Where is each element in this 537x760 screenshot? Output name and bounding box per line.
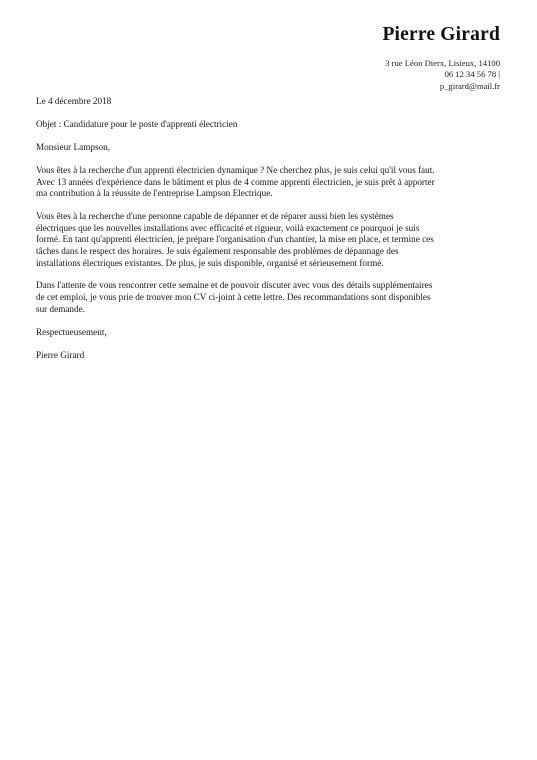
letter-date: Le 4 décembre 2018 [36,96,112,106]
letter-salutation: Monsieur Lampson, [36,141,111,152]
letter-signature: Pierre Girard [36,349,85,360]
paragraph-3-line: de cet emploi, je vous prie de trouver mon CV ci-joint à cette lettre. Des recommandations sont disponibles [36,292,431,303]
paragraph-2 [36,211,506,269]
paragraph-2-line: tâches dans le respect des horaires. Je suis également responsable des problèmes de dépannage des [36,245,399,256]
paragraph-1-line: ma contribution à la réussite de l'entreprise Lampson Electrique. [36,188,273,199]
paragraph-3-line: sur demande. [36,303,85,314]
letter-body [36,96,506,373]
paragraph-3 [36,280,506,315]
paragraph-2-line: électriques que les nouvelles installations avec efficacité et rigueur, voilà exactement ce pourquoi je suis [36,222,420,233]
sender-address: 3 rue Léon Dierx, Lisieux, 14100 [385,58,500,68]
paragraph-2-line: installations électriques existantes. De plus, je suis disponible, organisé et sérieusement formé. [36,257,384,268]
paragraph-1-line: Avec 13 années d'expérience dans le bâtiment et plus de 4 comme apprenti électricien, je suis prêt à apporter [36,176,435,187]
paragraph-1 [36,165,506,200]
letter-closing: Respectueusement, [36,326,107,337]
sender-name: Pierre Girard [382,24,500,45]
sender-contact-block [385,58,500,92]
paragraph-2-line: Vous êtes à la recherche d'une personne capable de dépanner et de réparer aussi bien les systèmes [36,211,394,222]
sender-email: p_girard@mail.fr [439,80,500,91]
letter-subject: Objet : Candidature pour le poste d'apprenti électricien [36,118,238,129]
paragraph-3-line: Dans l'attente de vous rencontrer cette semaine et de pouvoir discuter avec vous des détails supplémentaires [36,280,433,291]
paragraph-1-line: Vous êtes à la recherche d'un apprenti électricien dynamique ? Ne cherchez plus, je suis celui qu'il vous faut. [36,164,435,175]
paragraph-2-line: formé. En tant qu'apprenti électricien, je prépare l'organisation d'un chantier, la mise en place, et termine ces [36,234,434,245]
sender-phone: 06 12 34 56 78 | [444,69,500,80]
